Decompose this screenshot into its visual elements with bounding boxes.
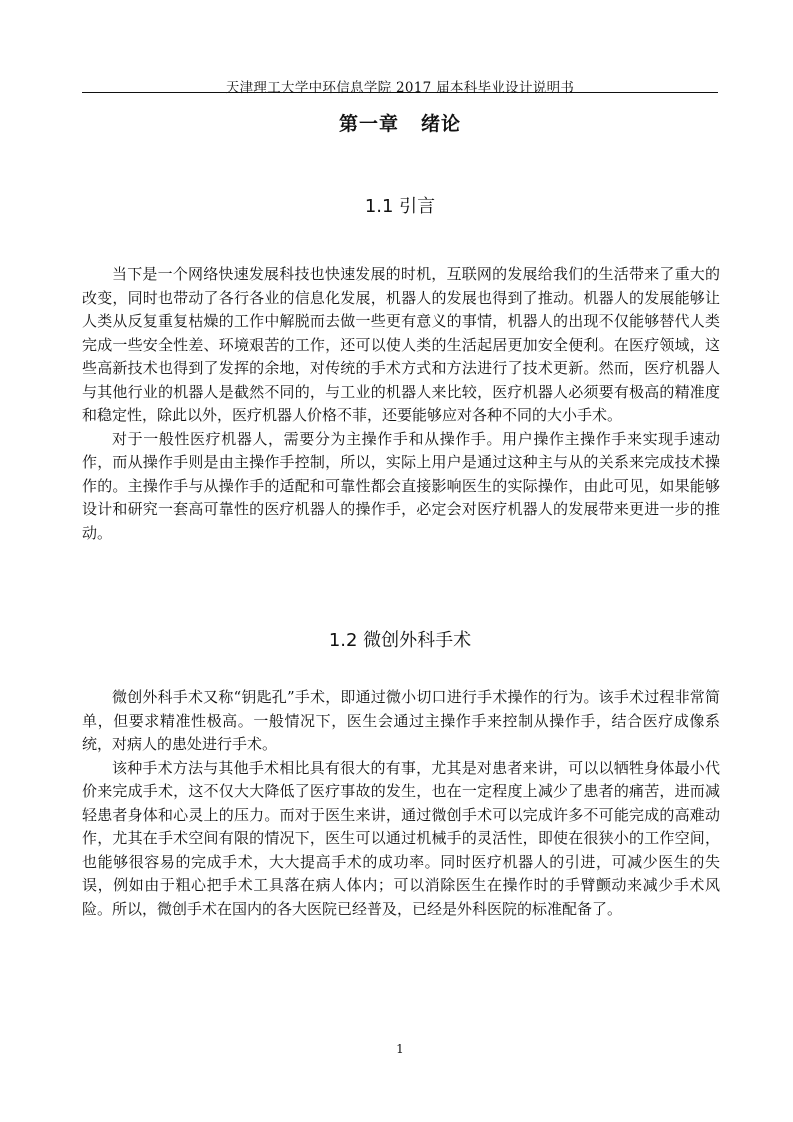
paragraph: 当下是一个网络快速发展科技也快速发展的时机，互联网的发展给我们的生活带来了重大的改变，同时也带动了各行各业的信息化发展，机器人的发展也得到了推动。机器人的发展能够让人类从反复重复枯燥的工作中解脱而去做一些更有意义的事情，机器人的出现不仅能够替代人类完成一些安全性差、环境艰苦的工作，还可以使人类的生活起居更加安全便利。在医疗领域，这些高新技术也得到了发挥的余地，对传统的手术方式和方法进行了技术更新。然而，医疗机器人与其他行业的机器人是截然不同的，与工业的机器人来比较，医疗机器人必须要有极高的精准度和稳定性，除此以外，医疗机器人价格不菲，还要能够应对各种不同的大小手术。	[82, 265, 720, 424]
section-body-1-2	[82, 686, 720, 921]
chapter-name: 绪论	[421, 113, 462, 135]
paragraph: 该种手术方法与其他手术相比具有很大的有事，尤其是对患者来讲，可以以牺牲身体最小代价来完成手术，这不仅大大降低了医疗事故的发生，也在一定程度上减少了患者的痛苦，进而减轻患者身体和心灵上的压力。而对于医生来讲，通过微创手术可以完成许多不可能完成的高难动作，尤其在手术空间有限的情况下，医生可以通过机械手的灵活性，即使在很狭小的工作空间，也能够很容易的完成手术，大大提高手术的成功率。同时医疗机器人的引进，可减少医生的失误，例如由于粗心把手术工具落在病人体内；可以消除医生在操作时的手臂颤动来减少手术风险。所以，微创手术在国内的各大医院已经普及，已经是外科医院的标准配备了。	[82, 758, 720, 918]
chapter-number: 第一章	[338, 113, 399, 135]
paragraph: 对于一般性医疗机器人，需要分为主操作手和从操作手。用户操作主操作手来实现手速动作，而从操作手则是由主操作手控制，所以，实际上用户是通过这种主与从的关系来完成技术操作的。主操作手与从操作手的适配和可靠性都会直接影响医生的实际操作，由此可见，如果能够设计和研究一套高可靠性的医疗机器人的操作手，必定会对医疗机器人的发展带来更进一步的推动。	[82, 429, 720, 542]
chapter-title	[82, 109, 718, 136]
section-body-1-1	[82, 263, 720, 545]
running-header: 天津理工大学中环信息学院 2017 届本科毕业设计说明书	[225, 80, 575, 96]
page-number: 1	[396, 1042, 404, 1056]
header-rule	[82, 92, 718, 93]
paragraph: 微创外科手术又称“钥匙孔”手术，即通过微小切口进行手术操作的行为。该手术过程非常简单，但要求精准性极高。一般情况下，医生会通过主操作手来控制从操作手，结合医疗成像系统，对病人的患处进行手术。	[82, 688, 720, 753]
section-title-1-1: 1.1 引言	[364, 196, 436, 217]
section-title-1-2: 1.2 微创外科手术	[328, 630, 472, 651]
